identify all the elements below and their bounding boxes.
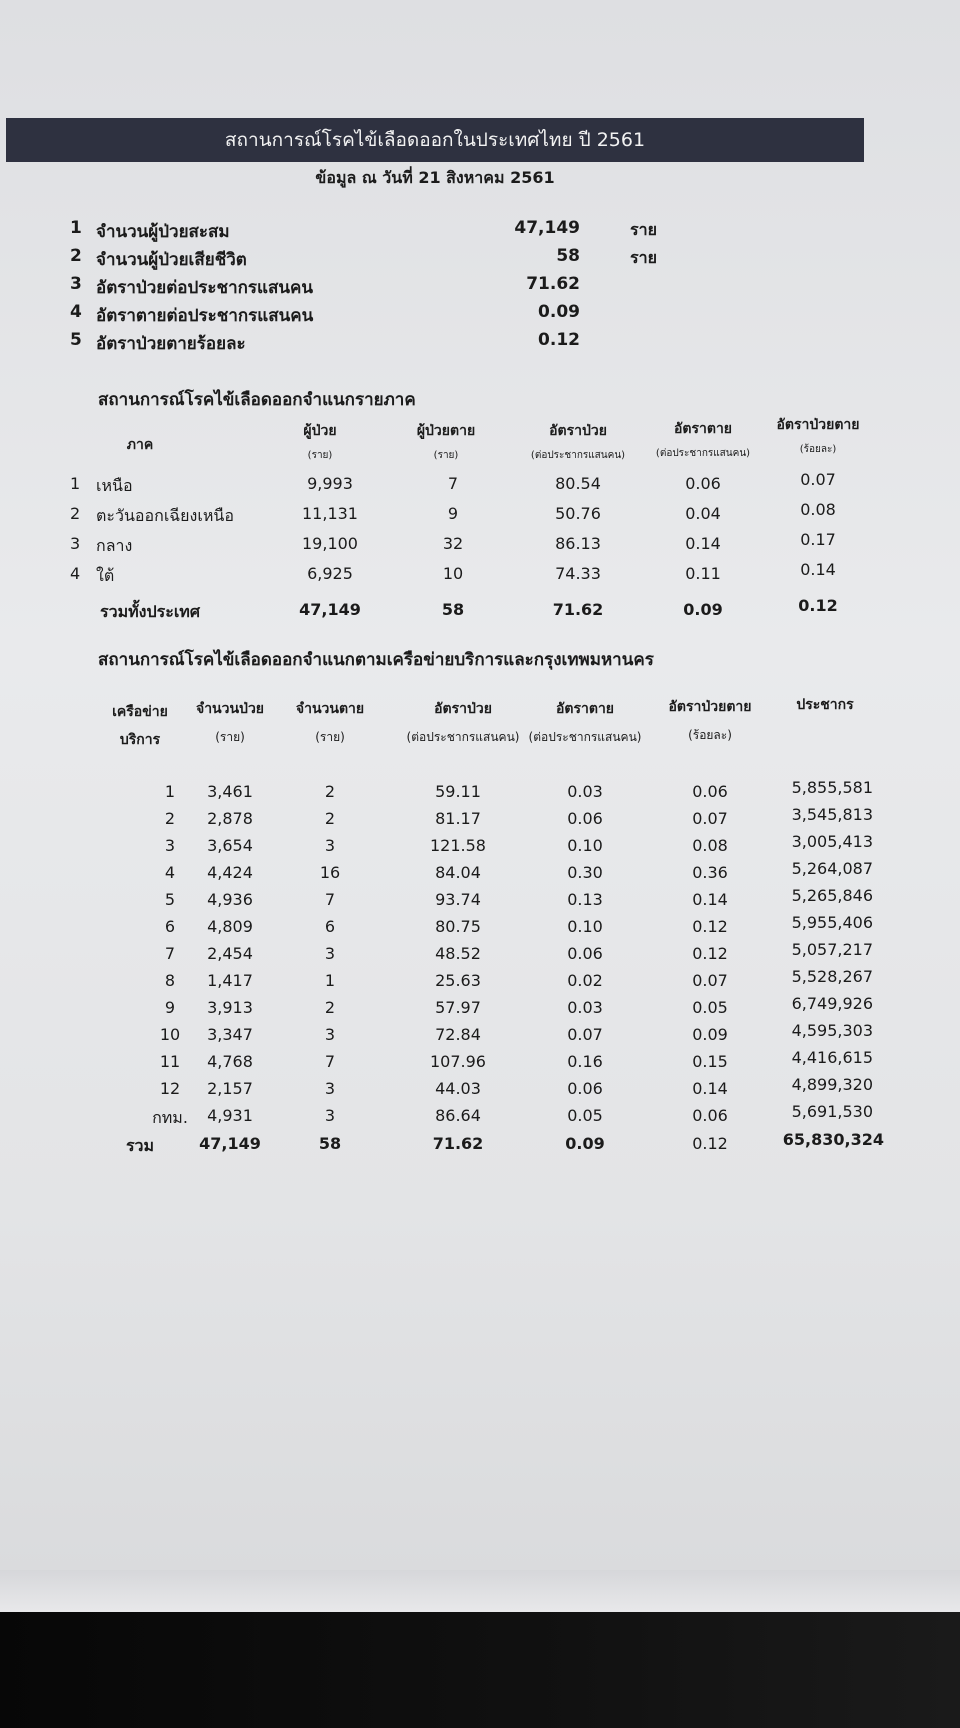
summary-label: จำนวนผู้ป่วยสะสม — [96, 222, 230, 242]
summary-item — [70, 330, 630, 356]
col-header-unit: (ร้อยละ) — [799, 444, 837, 455]
cases-cell: 9,993 — [307, 474, 353, 493]
table-total-row — [0, 596, 900, 628]
cfr-cell: 0.12 — [798, 596, 838, 615]
morbidity-cell: 80.54 — [555, 474, 601, 493]
region-name: ตะวันออกเฉียงเหนือ — [96, 506, 234, 525]
cases-cell: 4,768 — [207, 1052, 253, 1071]
cfr-cell: 0.09 — [692, 1025, 728, 1044]
mortality-cell: 0.10 — [567, 836, 603, 855]
summary-number: 3 — [70, 274, 82, 294]
dark-background — [0, 1612, 960, 1728]
paper-bottom-edge — [0, 1570, 960, 1612]
summary-number: 2 — [70, 246, 82, 266]
cfr-cell: 0.12 — [692, 1134, 728, 1153]
col-header-label: อัตราตาย — [673, 421, 733, 437]
cases-cell: 4,809 — [207, 917, 253, 936]
cfr-cell: 0.12 — [692, 917, 728, 936]
morbidity-cell: 72.84 — [435, 1025, 481, 1044]
network-cell: 8 — [164, 971, 176, 990]
morbidity-cell: 71.62 — [432, 1134, 484, 1153]
morbidity-cell: 86.13 — [555, 534, 601, 553]
cfr-cell: 0.07 — [800, 470, 836, 489]
cfr-cell: 0.36 — [692, 863, 728, 882]
cfr-cell: 0.05 — [692, 998, 728, 1017]
population-cell: 5,691,530 — [791, 1102, 873, 1121]
cfr-cell: 0.17 — [800, 530, 836, 549]
table-row — [0, 530, 900, 562]
network-cell: 12 — [159, 1079, 181, 1098]
mortality-cell: 0.10 — [567, 917, 603, 936]
population-cell: 65,830,324 — [782, 1130, 884, 1149]
row-number: 3 — [70, 534, 81, 553]
col-header-unit: (ต่อประชากรแสนคน) — [406, 730, 520, 744]
col-header-morbidity — [518, 420, 638, 463]
summary-value: 0.09 — [538, 302, 580, 322]
table-row — [0, 1102, 900, 1132]
mortality-cell: 0.13 — [567, 890, 603, 909]
col-header-deaths — [280, 698, 380, 747]
morbidity-cell: 84.04 — [435, 863, 481, 882]
deaths-cell: 10 — [442, 564, 464, 583]
population-cell: 5,264,087 — [791, 859, 873, 878]
cases-cell: 4,424 — [207, 863, 253, 882]
deaths-cell: 2 — [324, 782, 336, 801]
morbidity-cell: 80.75 — [435, 917, 481, 936]
cases-cell: 6,925 — [307, 564, 353, 583]
mortality-cell: 0.02 — [567, 971, 603, 990]
col-header-morbidity — [398, 698, 528, 747]
deaths-cell: 3 — [324, 1079, 336, 1098]
summary-value: 47,149 — [514, 218, 580, 238]
summary-number: 4 — [70, 302, 82, 322]
total-label: รวมทั้งประเทศ — [100, 602, 200, 621]
deaths-cell: 16 — [319, 863, 341, 882]
population-cell: 5,057,217 — [791, 940, 873, 959]
mortality-cell: 0.04 — [685, 504, 721, 523]
table-total-row — [0, 1130, 900, 1160]
cases-cell: 47,149 — [199, 1134, 261, 1153]
summary-label: จำนวนผู้ป่วยเสียชีวิต — [96, 250, 247, 270]
mortality-cell: 0.11 — [685, 564, 721, 583]
morbidity-cell: 121.58 — [430, 836, 486, 855]
network-cell: 9 — [164, 998, 176, 1017]
mortality-cell: 0.07 — [567, 1025, 603, 1044]
summary-item — [70, 274, 630, 300]
cases-cell: 1,417 — [207, 971, 253, 990]
deaths-cell: 3 — [324, 1106, 336, 1125]
mortality-cell: 0.06 — [567, 809, 603, 828]
regional-section-title: สถานการณ์โรคไข้เลือดออกจำแนกรายภาค — [98, 390, 416, 410]
population-cell: 4,595,303 — [791, 1021, 873, 1040]
region-name: กลาง — [96, 536, 133, 555]
deaths-cell: 9 — [447, 504, 459, 523]
col-header-label: อัตราป่วยตาย — [668, 699, 752, 715]
deaths-cell: 58 — [441, 600, 465, 619]
report-title-bar — [6, 118, 864, 162]
summary-unit: ราย — [630, 220, 657, 239]
population-cell: 4,899,320 — [791, 1075, 873, 1094]
summary-value: 0.12 — [538, 330, 580, 350]
row-number: 1 — [70, 474, 81, 493]
col-header-deaths — [391, 420, 501, 463]
morbidity-cell: 48.52 — [435, 944, 481, 963]
cfr-cell: 0.07 — [692, 809, 728, 828]
cases-cell: 3,461 — [207, 782, 253, 801]
morbidity-cell: 74.33 — [555, 564, 601, 583]
mortality-cell: 0.03 — [567, 782, 603, 801]
deaths-cell: 7 — [324, 890, 336, 909]
population-cell: 3,005,413 — [791, 832, 873, 851]
population-cell: 3,545,813 — [791, 805, 873, 824]
morbidity-cell: 59.11 — [435, 782, 481, 801]
col-header-label: จำนวนป่วย — [195, 701, 265, 717]
morbidity-cell: 93.74 — [435, 890, 481, 909]
cases-cell: 4,931 — [207, 1106, 253, 1125]
deaths-cell: 2 — [324, 809, 336, 828]
col-header-label: บริการ — [119, 732, 161, 748]
population-cell: 4,416,615 — [791, 1048, 873, 1067]
deaths-cell: 32 — [442, 534, 464, 553]
population-cell: 5,855,581 — [791, 778, 873, 797]
cfr-cell: 0.14 — [800, 560, 836, 579]
morbidity-cell: 44.03 — [435, 1079, 481, 1098]
morbidity-cell: 81.17 — [435, 809, 481, 828]
deaths-cell: 1 — [324, 971, 336, 990]
network-cell: 3 — [164, 836, 176, 855]
network-cell: 2 — [164, 809, 176, 828]
mortality-cell: 0.30 — [567, 863, 603, 882]
col-header-unit: (ต่อประชากรแสนคน) — [655, 448, 751, 459]
cases-cell: 2,157 — [207, 1079, 253, 1098]
report-date: ข้อมูล ณ วันที่ 21 สิงหาคม 2561 — [315, 168, 555, 187]
col-header-unit: (ราย) — [315, 730, 345, 744]
cases-cell: 11,131 — [302, 504, 358, 523]
deaths-cell: 3 — [324, 944, 336, 963]
deaths-cell: 2 — [324, 998, 336, 1017]
cases-cell: 3,347 — [207, 1025, 253, 1044]
cfr-cell: 0.07 — [692, 971, 728, 990]
cases-cell: 47,149 — [299, 600, 361, 619]
col-header-population: ประชากร — [796, 697, 854, 713]
col-header-cases — [270, 420, 370, 463]
col-header-cfr — [650, 696, 770, 745]
col-header-label: เครือข่าย — [112, 704, 168, 720]
deaths-cell: 58 — [318, 1134, 342, 1153]
summary-item — [70, 218, 657, 244]
summary-value: 71.62 — [526, 274, 580, 294]
cfr-cell: 0.08 — [692, 836, 728, 855]
col-header-unit: (ราย) — [433, 450, 459, 461]
col-header-unit: (ต่อประชากรแสนคน) — [530, 450, 626, 461]
cfr-cell: 0.14 — [692, 890, 728, 909]
network-cell: 10 — [159, 1025, 181, 1044]
mortality-cell: 0.03 — [567, 998, 603, 1017]
network-cell: 11 — [159, 1052, 181, 1071]
cases-cell: 3,913 — [207, 998, 253, 1017]
mortality-cell: 0.09 — [565, 1134, 605, 1153]
network-cell: 1 — [164, 782, 176, 801]
cases-cell: 2,878 — [207, 809, 253, 828]
table-row — [0, 470, 900, 502]
morbidity-cell: 86.64 — [435, 1106, 481, 1125]
network-cell: 6 — [164, 917, 176, 936]
row-number: 2 — [70, 504, 81, 523]
col-header-label: ผู้ป่วย — [303, 423, 337, 439]
summary-item — [70, 302, 630, 328]
population-cell: 5,265,846 — [791, 886, 873, 905]
summary-label: อัตราป่วยต่อประชากรแสนคน — [96, 278, 313, 298]
col-header-cfr — [763, 414, 873, 457]
col-header-label: อัตราตาย — [555, 701, 615, 717]
summary-item — [70, 246, 657, 272]
cases-cell: 19,100 — [302, 534, 358, 553]
network-cell: 4 — [164, 863, 176, 882]
col-header-mortality — [643, 418, 763, 461]
network-cell: 7 — [164, 944, 176, 963]
population-cell: 6,749,926 — [791, 994, 873, 1013]
cfr-cell: 0.08 — [800, 500, 836, 519]
mortality-cell: 0.06 — [567, 1079, 603, 1098]
mortality-cell: 0.16 — [567, 1052, 603, 1071]
col-header-unit: (ร้อยละ) — [688, 728, 732, 742]
population-cell: 5,955,406 — [791, 913, 873, 932]
summary-label: อัตราป่วยตายร้อยละ — [96, 334, 246, 354]
morbidity-cell: 25.63 — [435, 971, 481, 990]
cases-cell: 4,936 — [207, 890, 253, 909]
deaths-cell: 3 — [324, 1025, 336, 1044]
mortality-cell: 0.06 — [685, 474, 721, 493]
cases-cell: 2,454 — [207, 944, 253, 963]
network-cell: กทม. — [152, 1108, 188, 1127]
region-name: ใต้ — [96, 566, 115, 585]
row-number: 4 — [70, 564, 81, 583]
col-header-label: อัตราป่วย — [549, 423, 607, 439]
deaths-cell: 7 — [447, 474, 459, 493]
cases-cell: 3,654 — [207, 836, 253, 855]
deaths-cell: 7 — [324, 1052, 336, 1071]
network-section-title: สถานการณ์โรคไข้เลือดออกจำแนกตามเครือข่ายบริการและกรุงเทพมหานคร — [98, 650, 654, 670]
col-header-unit: (ราย) — [307, 450, 333, 461]
col-header-network — [100, 698, 180, 754]
mortality-cell: 0.09 — [683, 600, 723, 619]
summary-unit: ราย — [630, 248, 657, 267]
col-header-label: อัตราป่วย — [434, 701, 492, 717]
total-label: รวม — [125, 1136, 155, 1155]
mortality-cell: 0.05 — [567, 1106, 603, 1125]
table-row — [0, 500, 900, 532]
col-header-label: อัตราป่วยตาย — [776, 417, 860, 433]
table-row — [0, 560, 900, 592]
report-title: สถานการณ์โรคไข้เลือดออกในประเทศไทย ปี 2561 — [224, 129, 646, 151]
mortality-cell: 0.06 — [567, 944, 603, 963]
morbidity-cell: 71.62 — [552, 600, 604, 619]
summary-number: 5 — [70, 330, 82, 350]
col-header-unit: (ราย) — [215, 730, 245, 744]
col-header-region: ภาค — [126, 437, 154, 453]
morbidity-cell: 57.97 — [435, 998, 481, 1017]
col-header-cases — [180, 698, 280, 747]
summary-value: 58 — [556, 246, 580, 266]
region-name: เหนือ — [96, 476, 133, 495]
morbidity-cell: 50.76 — [555, 504, 601, 523]
col-header-unit: (ต่อประชากรแสนคน) — [528, 730, 642, 744]
cfr-cell: 0.14 — [692, 1079, 728, 1098]
summary-label: อัตราตายต่อประชากรแสนคน — [96, 306, 314, 326]
col-header-label: จำนวนตาย — [295, 701, 365, 717]
population-cell: 5,528,267 — [791, 967, 873, 986]
deaths-cell: 6 — [324, 917, 336, 936]
cfr-cell: 0.06 — [692, 782, 728, 801]
cfr-cell: 0.06 — [692, 1106, 728, 1125]
summary-number: 1 — [70, 218, 82, 238]
col-header-mortality — [520, 698, 650, 747]
deaths-cell: 3 — [324, 836, 336, 855]
col-header-label: ผู้ป่วยตาย — [416, 423, 476, 439]
cfr-cell: 0.15 — [692, 1052, 728, 1071]
network-cell: 5 — [164, 890, 176, 909]
cfr-cell: 0.12 — [692, 944, 728, 963]
morbidity-cell: 107.96 — [430, 1052, 486, 1071]
mortality-cell: 0.14 — [685, 534, 721, 553]
